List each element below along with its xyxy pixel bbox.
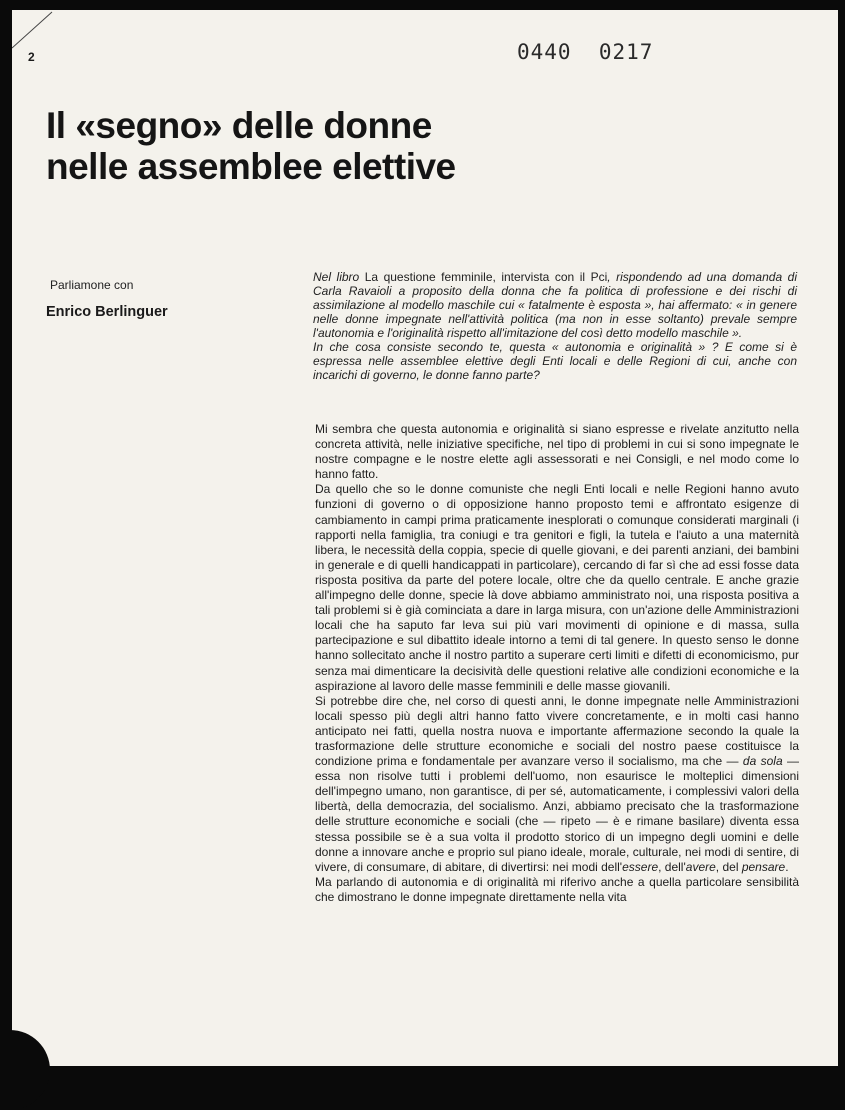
corner-fold-mark	[12, 10, 72, 50]
question-text: , rispondendo ad una domanda di Carla Ravaioli a proposito della donna che fa politica di professione e dei rischi di assimilazione al modello maschile cui « fatalmente è esposta », hai affermato: « in genere nelle donne impegnate nell'attività politica (ma non in esse soltanto) prevale sempre l'autonomia e l'originalità rispetto all'imitazione del così detto modello maschile ».	[313, 270, 797, 340]
answer-paragraph-2: Da quello che so le donne comuniste che negli Enti locali e nelle Regioni hanno avuto funzioni di governo o di opposizione hanno proposto temi e affrontato esigenze di cambiamento in campi prima praticamente inesplorati o comunque considerati marginali (i rapporti nella famiglia, tra coniugi e tra genitori e figli, la tutela e l'aiuto a una maternità libera, le necessità della coppia, specie di quelle giovani, e dei parenti anziani, dei bambini in generale e di quelli handicappati in particolare), cercando di far sì che ad essi fosse data risposta positiva da parte del potere locale, oltre che da quello centrale. E anche grazie all'impegno delle donne, specie là dove abbiamo amministrato noi, una risposta positiva a tali problemi si è già cominciata a dare in larga misura, con un'azione delle Amministrazioni locali che ha saputo far leva sui più vari movimenti di opinione e di massa, sulla partecipazione e sul dibattito ideale intorno a temi di tal genere. In questo senso le donne hanno sollecitato anche il nostro partito a superare certi limiti e difetti di economicismo, pur senza mai dimenticare la decisività delle questioni relative alle condizioni economiche e la aspirazione al lavoro delle masse femminili e delle masse giovanili.	[315, 482, 799, 693]
answer-paragraph-1: Mi sembra che questa autonomia e originalità si siano espresse e rivelate anzitutto nella concreta attività, nelle iniziative specifiche, nel tipo di problemi in cui si sono impegnate le nostre compagne e le nostre elette agli assessorati e nei Consigli, e nel modo come lo hanno fatto.	[315, 422, 799, 482]
book-title: La questione femminile, intervista con il Pci	[364, 270, 608, 284]
answer-text: .	[785, 859, 789, 874]
title-line-2: nelle assemblee elettive	[46, 146, 456, 187]
answer-text: — essa non risolve tutti i problemi dell'uomo, non esaurisce le molteplici dimensioni dell'impegno umano, non garantisce, di per sé, automaticamente, i complessivi valori della libertà, della democrazia, del socialismo. Anzi, abbiamo precisato che la trasformazione delle strutture economiche e sociali (che — ripeto — è e rimane basilare) diventa essa stessa possibile se è a sua volta il prodotto storico di un impegno degli uomini e delle donne a innovare anche e proprio sul piano ideale, morale, culturale, nei modi di sentire, di vivere, di consumare, di abitare, di divertirsi: nei modi dell'	[315, 754, 799, 874]
intro-label: Parliamone con	[50, 278, 134, 292]
author-name: Enrico Berlinguer	[46, 304, 168, 320]
answer-paragraph-4: Ma parlando di autonomia e di originalità mi riferivo anche a quella particolare sensibilità che dimostrano le donne impegnate direttamente nella vita	[315, 874, 799, 904]
question-text: Nel libro	[313, 270, 365, 284]
title-line-1: Il «segno» delle donne	[46, 105, 432, 146]
question-paragraph-2: In che cosa consiste secondo te, questa « autonomia e originalità » ? E come si è espressa nelle assemblee elettive degli Enti locali e delle Regioni di cui, anche con incarichi di governo, le donne fanno parte?	[313, 340, 797, 382]
answer-text: , del	[715, 859, 742, 874]
emphasis: essere	[622, 859, 659, 874]
emphasis: avere	[685, 859, 716, 874]
archive-stamp: 0440 0217	[517, 40, 654, 64]
answer-text: Si potrebbe dire che, nel corso di questi anni, le donne impegnate nelle Amministrazioni locali spesso più degli altri hanno fatto vivere concretamente, e in molti casi hanno anticipato nei fatti, quella nostra nuova e importante affermazione secondo la quale la trasformazione delle strutture economiche e sociali del nostro paese costituisce la condizione prima e fondamentale per avanzare verso il socialismo, ma che —	[315, 693, 799, 769]
article-title	[46, 105, 746, 187]
emphasis: pensare	[741, 859, 786, 874]
interview-answer	[315, 422, 799, 905]
emphasis: da sola	[742, 754, 783, 769]
interview-question	[313, 270, 797, 382]
answer-paragraph-3	[315, 694, 799, 875]
question-paragraph-1	[313, 270, 797, 340]
page-number: 2	[28, 50, 35, 64]
document-page	[12, 10, 838, 1066]
answer-text: , dell'	[658, 859, 686, 874]
